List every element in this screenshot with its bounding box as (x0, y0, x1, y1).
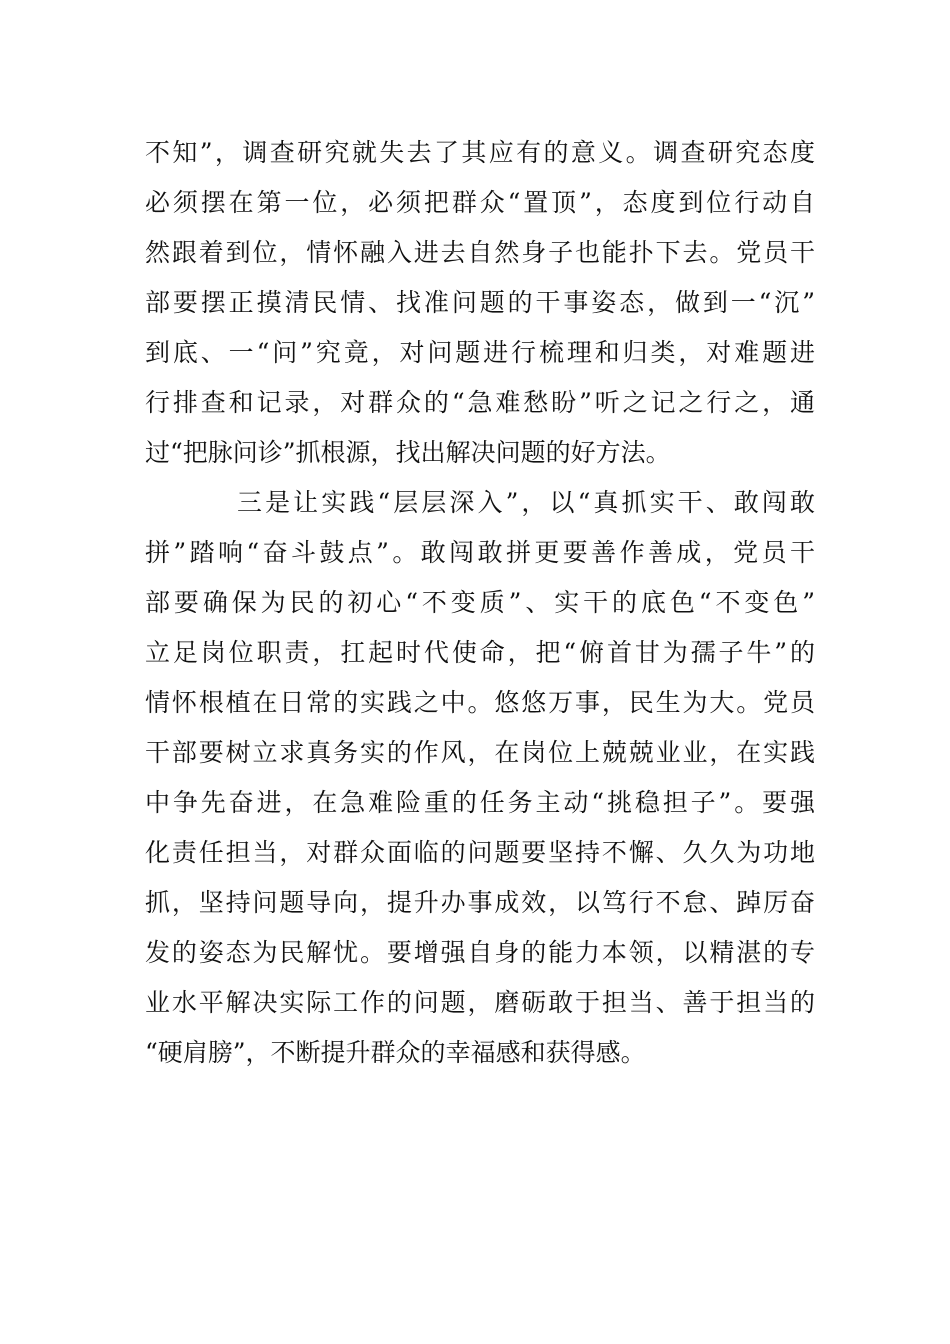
text-line: 立足岗位职责，扛起时代使命，把“俯首甘为孺子牛”的 (145, 638, 815, 667)
text-line: 业水平解决实际工作的问题，磨砺敢于担当、善于担当的 (145, 988, 815, 1017)
text-line: 行排查和记录，对群众的“急难愁盼”听之记之行之，通 (145, 388, 815, 417)
text-line: 干部要树立求真务实的作风，在岗位上兢兢业业，在实践 (145, 738, 815, 767)
text-line: 三是让实践“层层深入”，以“真抓实干、敢闯敢 (237, 488, 815, 517)
text-line: 化责任担当，对群众面临的问题要坚持不懈、久久为功地 (145, 838, 815, 867)
text-line: 到底、一“问”究竟，对问题进行梳理和归类，对难题进 (145, 338, 815, 367)
text-line: 不知”，调查研究就失去了其应有的意义。调查研究态度 (145, 138, 815, 167)
paragraph-2 (145, 478, 815, 1078)
text-line: 抓，坚持问题导向，提升办事成效，以笃行不怠、踔厉奋 (145, 888, 815, 917)
document-body (145, 128, 815, 1078)
text-line: “硬肩膀”，不断提升群众的幸福感和获得感。 (145, 1038, 646, 1067)
text-line: 过“把脉问诊”抓根源，找出解决问题的好方法。 (145, 438, 671, 467)
text-line: 拼”踏响“奋斗鼓点”。敢闯敢拼更要善作善成，党员干 (145, 538, 815, 567)
text-line: 部要确保为民的初心“不变质”、实干的底色“不变色” (145, 588, 815, 617)
text-line: 部要摆正摸清民情、找准问题的干事姿态，做到一“沉” (145, 288, 815, 317)
text-line: 然跟着到位，情怀融入进去自然身子也能扑下去。党员干 (145, 238, 815, 267)
paragraph-1 (145, 128, 815, 478)
text-line: 中争先奋进，在急难险重的任务主动“挑稳担子”。要强 (145, 788, 815, 817)
text-line: 发的姿态为民解忧。要增强自身的能力本领，以精湛的专 (145, 938, 815, 967)
text-line: 必须摆在第一位，必须把群众“置顶”，态度到位行动自 (145, 188, 815, 217)
text-line: 情怀根植在日常的实践之中。悠悠万事，民生为大。党员 (145, 688, 815, 717)
